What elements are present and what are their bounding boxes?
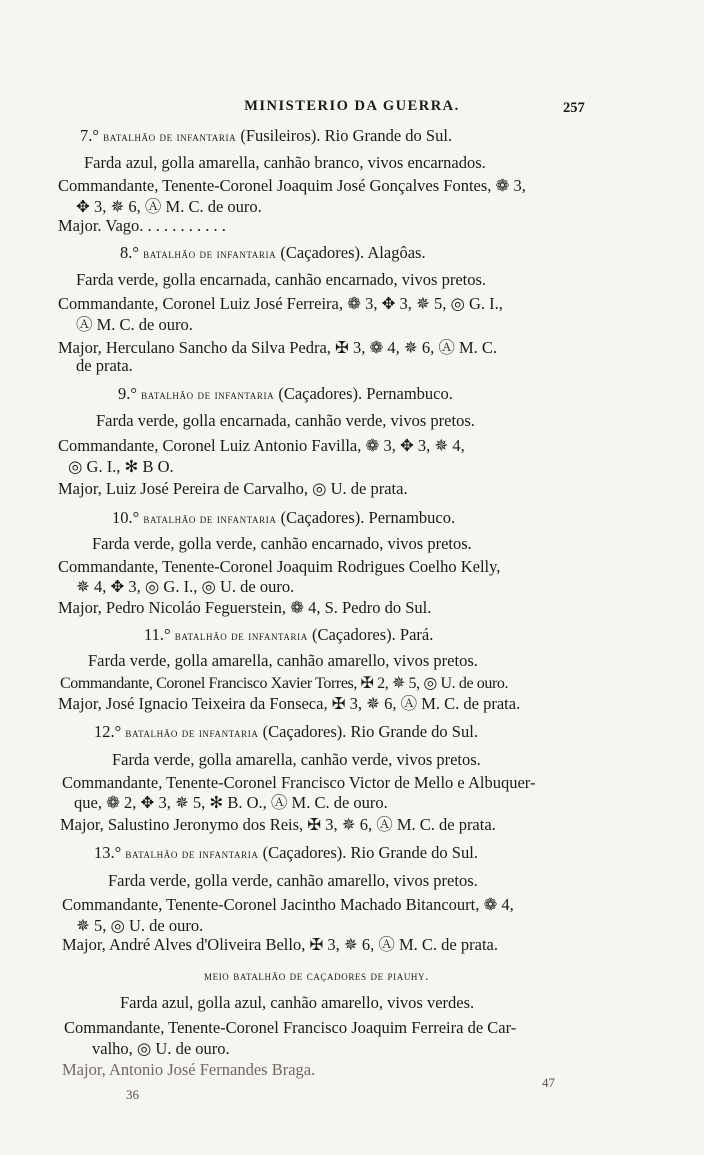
line-text: de prata. <box>76 356 133 375</box>
text-line <box>58 216 226 236</box>
line-text: ✵ 4, ✥ 3, ◎ G. I., ◎ U. de ouro. <box>76 577 295 596</box>
text-line <box>60 815 496 835</box>
text-line <box>204 965 429 986</box>
text-line <box>58 338 497 358</box>
text-line <box>58 598 431 618</box>
line-text: Commandante, Tenente-Coronel Joaquim José Gonçalves Fontes, ❁ 3, <box>58 176 526 195</box>
line-text: (Fusileiros). Rio Grande do Sul. <box>236 126 453 145</box>
line-text: 10.° <box>112 508 144 527</box>
section-label: batalhão de infantaria <box>141 387 275 402</box>
line-text: Farda verde, golla verde, canhão amarello, vivos pretos. <box>108 871 478 890</box>
signature-mark: 36 <box>126 1087 139 1102</box>
line-text: Farda verde, golla encarnada, canhão verde, vivos pretos. <box>96 411 475 430</box>
text-line <box>120 243 426 264</box>
line-text: Farda verde, golla amarella, canhão amarello, vivos pretos. <box>88 651 478 670</box>
line-text: Ⓐ M. C. de ouro. <box>76 315 193 334</box>
line-text: 12.° <box>94 722 126 741</box>
text-line <box>58 694 520 714</box>
line-text: (Caçadores). Rio Grande do Sul. <box>258 722 478 741</box>
footer-mark: 47 <box>542 1075 555 1090</box>
section-label: batalhão de infantaria <box>103 129 237 144</box>
line-text: Farda verde, golla encarnada, canhão encarnado, vivos pretos. <box>76 270 487 289</box>
line-text: Commandante, Tenente-Coronel Jacintho Machado Bitancourt, ❁ 4, <box>62 895 514 914</box>
line-text: 13.° <box>94 843 126 862</box>
line-text: Commandante, Tenente-Coronel Francisco Joaquim Ferreira de Car- <box>64 1018 517 1037</box>
text-line <box>62 895 514 915</box>
text-line <box>92 1039 230 1059</box>
line-text: Major, Antonio José Fernandes Braga. <box>62 1060 316 1079</box>
text-line <box>58 557 500 577</box>
section-label: batalhão de infantaria <box>174 628 308 643</box>
line-text: Commandante, Tenente-Coronel Francisco Victor de Mello e Albuquer- <box>62 773 536 792</box>
line-text: que, ❁ 2, ✥ 3, ✵ 5, ✻ B. O., Ⓐ M. C. de ouro. <box>74 793 388 812</box>
line-text: Farda verde, golla verde, canhão encarnado, vivos pretos. <box>92 534 472 553</box>
text-line <box>94 843 478 864</box>
text-line <box>76 577 294 597</box>
text-line <box>62 1060 315 1080</box>
line-text: 9.° <box>118 384 142 403</box>
text-line <box>58 176 526 196</box>
text-line <box>80 126 452 147</box>
line-text: (Caçadores). Alagôas. <box>276 243 426 262</box>
line-text: Major. Vago. . . . . . . . . . . <box>58 216 226 235</box>
line-text: (Caçadores). Pernambuco. <box>274 384 453 403</box>
line-text: (Caçadores). Rio Grande do Sul. <box>258 843 478 862</box>
text-line <box>60 674 508 694</box>
text-line <box>108 871 478 891</box>
text-line <box>84 153 486 173</box>
line-text: Major, José Ignacio Teixeira da Fonseca, ✠ 3, ✵ 6, Ⓐ M. C. de prata. <box>58 694 521 713</box>
line-text: 8.° <box>120 243 144 262</box>
text-line <box>62 935 498 955</box>
line-text: Commandante, Coronel Luiz Antonio Favilla, ❁ 3, ✥ 3, ✵ 4, <box>58 436 465 455</box>
line-text: 7.° <box>80 126 104 145</box>
text-line <box>96 411 475 431</box>
text-line <box>58 479 408 499</box>
line-text: Major, André Alves d'Oliveira Bello, ✠ 3, ✵ 6, Ⓐ M. C. de prata. <box>62 935 498 954</box>
line-text: Commandante, Coronel Luiz José Ferreira, ❁ 3, ✥ 3, ✵ 5, ◎ G. I., <box>58 294 503 313</box>
line-text: ◎ G. I., ✻ B O. <box>68 457 174 476</box>
text-line <box>120 993 474 1013</box>
line-text: Farda azul, golla amarella, canhão branco, vivos encarnados. <box>84 153 486 172</box>
section-label: batalhão de infantaria <box>143 246 277 261</box>
text-line <box>64 1018 516 1038</box>
line-text: Commandante, Tenente-Coronel Joaquim Rodrigues Coelho Kelly, <box>58 557 501 576</box>
section-label: meio batalhão de caçadores de piauhy. <box>204 968 429 983</box>
text-line <box>144 625 433 646</box>
text-line <box>74 793 388 813</box>
line-text: Commandante, Coronel Francisco Xavier Torres, ✠ 2, ✵ 5, ◎ U. de ouro. <box>60 675 509 692</box>
line-text: (Caçadores). Pernambuco. <box>276 508 456 527</box>
line-text: 11.° <box>144 625 175 644</box>
line-text: Major, Salustino Jeronymo dos Reis, ✠ 3, ✵ 6, Ⓐ M. C. de prata. <box>60 815 496 834</box>
text-line <box>94 722 478 743</box>
page-number: 257 <box>563 100 585 116</box>
line-text: (Caçadores). Pará. <box>307 625 434 644</box>
line-text: valho, ◎ U. de ouro. <box>92 1039 230 1058</box>
line-text: ✥ 3, ✵ 6, Ⓐ M. C. de ouro. <box>76 197 262 216</box>
text-line <box>76 356 133 376</box>
text-line <box>76 197 262 217</box>
section-label: batalhão de infantaria <box>143 511 277 526</box>
line-text: ✵ 5, ◎ U. de ouro. <box>76 916 204 935</box>
text-line <box>68 457 174 477</box>
text-line <box>92 534 472 554</box>
line-text: Major, Pedro Nicoláo Feguerstein, ❁ 4, S. Pedro do Sul. <box>58 598 432 617</box>
text-line <box>58 436 465 456</box>
text-line <box>76 315 193 335</box>
text-line <box>76 270 486 290</box>
section-label: batalhão de infantaria <box>125 725 259 740</box>
text-line <box>112 508 455 529</box>
line-text: Major, Herculano Sancho da Silva Pedra, ✠ 3, ❁ 4, ✵ 6, Ⓐ M. C. <box>58 338 498 357</box>
text-line <box>76 916 203 936</box>
text-line <box>112 750 481 770</box>
line-text: Farda azul, golla azul, canhão amarello, vivos verdes. <box>120 993 475 1012</box>
text-line <box>88 651 478 671</box>
section-label: batalhão de infantaria <box>125 846 259 861</box>
line-text: Major, Luiz José Pereira de Carvalho, ◎ U. de prata. <box>58 479 408 498</box>
line-text: Farda verde, golla amarella, canhão verde, vivos pretos. <box>112 750 481 769</box>
text-line <box>58 294 503 314</box>
text-line <box>118 384 453 405</box>
page-title: MINISTERIO DA GUERRA. <box>244 98 460 114</box>
text-line <box>62 773 535 793</box>
